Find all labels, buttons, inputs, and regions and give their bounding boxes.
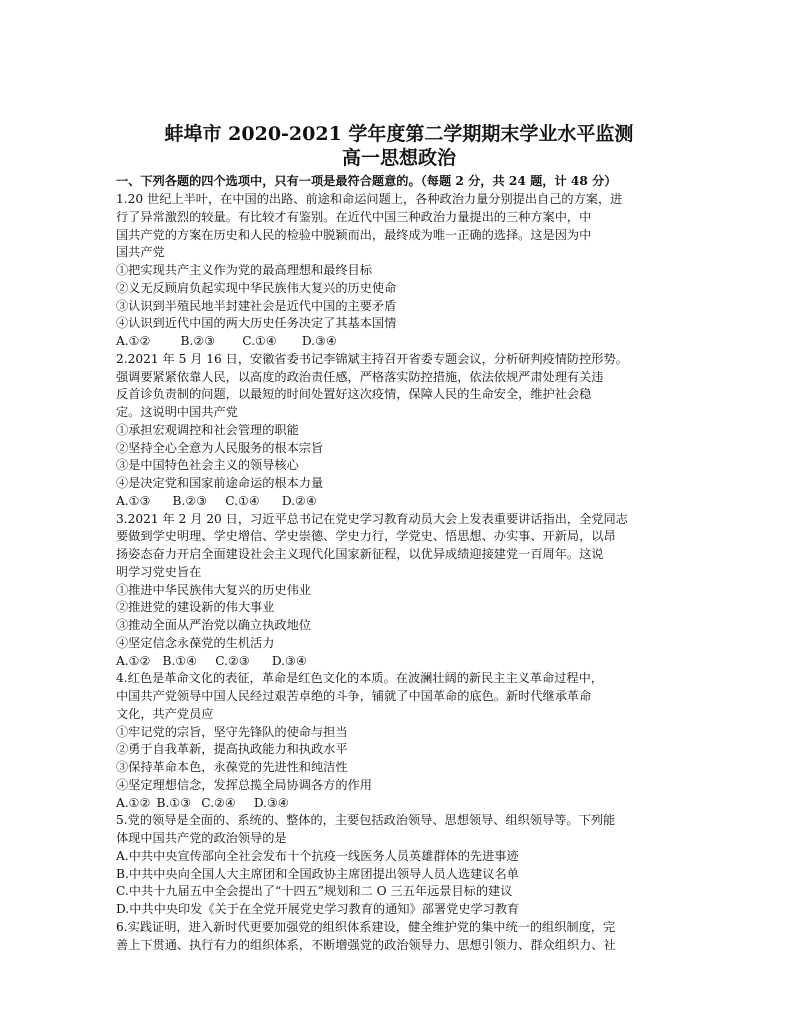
question-text-line: B.中共中央向全国人大主席团和全国政协主席团提出领导人员人选建议名单 [116,866,519,881]
question-text-line: 反首诊负责制的问题，以最短的时间处置好这次疫情，保障人民的生命安全，维护社会稳 [116,387,592,402]
question-text-line: ②坚持全心全意为人民服务的根本宗旨 [116,440,324,455]
answer-option: A.①② [116,653,151,668]
answer-options [116,653,682,671]
question-text-line: ③保持革命本色，永葆党的先进性和纯洁性 [116,760,348,774]
question-text-line: 扬姿态奋力开启全面建设社会主义现代化国家新征程，以优异成绩迎接建党一百周年。这说 [116,547,604,561]
question-6 [116,919,682,955]
answer-options [116,333,682,351]
question-text-line: 善上下贯通、执行有力的组织体系，不断增强党的政治领导力、思想引领力、群众组织力、社 [116,937,616,952]
question-text-line: 要做到学史明理、学史增信、学史崇德、学史力行，学党史、悟思想、办实事、开新局，以昂 [116,529,616,544]
answer-option: C.①④ [242,334,277,348]
question-text-line: 行了异常激烈的较量。有比较才有鉴别。在近代中国三种政治力量提出的三种方案中，中 [116,209,592,224]
question-text-line: 国共产党的方案在历史和人民的检验中脱颖而出，最终成为唯一正确的选择。这是因为中 [116,227,592,242]
answer-option: B.①④ [162,653,198,668]
question-text-line: 4.红色是革命文化的表征，革命是红色文化的本质。在波澜壮阔的新民主主义革命过程中， [116,671,603,686]
question-text-line: 3.2021 年 2 月 20 日，习近平总书记在党史学习教育动员大会上发表重要讲话指出，全党同志 [116,511,628,526]
question-text-line: 强调要紧紧依靠人民，以高度的政治责任感，严格落实防控措施，依法依规严肃处理有关违 [116,369,604,384]
question-text-line: ①承担宏观调控和社会管理的职能 [116,422,299,437]
question-text-line: 体现中国共产党的政治领导的是 [116,831,287,845]
question-text-line: 6.实践证明，进入新时代更要加强党的组织体系建设，健全维护党的集中统一的组织制度，完 [116,919,616,934]
exam-subtitle: 高一思想政治 [341,147,456,169]
question-text-line: 1.20 世纪上半叶，在中国的出路、前途和命运问题上，各种政治力量分别提出自己的方案，进 [116,192,623,206]
answer-options [116,493,682,511]
question-text-line: ①牢记党的宗旨，坚守先锋队的使命与担当 [116,724,348,739]
question-text-line: 文化，共产党员应 [116,706,214,721]
question-text-line: 国共产党 [116,245,165,260]
exam-page [116,122,682,954]
question-text-line: D.中共中央印发《关于在全党开展党史学习教育的通知》部署党史学习教育 [116,902,520,916]
question-5 [116,812,682,919]
question-text-line: 2.2021 年 5 月 16 日，安徽省委书记李锦斌主持召开省委专题会议，分析研判疫情防控形势。 [116,351,628,366]
answer-option: C.②③ [215,653,250,668]
question-text-line: ④是决定党和国家前途命运的根本力量 [116,476,324,490]
answer-option: D.③④ [301,334,337,348]
question-text-line: 5.党的领导是全面的、系统的、整体的，主要包括政治领导、思想领导、组织领导等。下列能 [116,813,616,828]
question-text-line: ③是中国特色社会主义的领导核心 [116,458,299,473]
question-1 [116,191,682,351]
answer-option: D.③④ [253,795,289,810]
answer-option: A.①② [116,334,151,348]
answer-option: A.①③ [116,493,151,508]
answer-option: B.①③ [156,795,192,810]
question-text-line: C.中共十九届五中全会提出了“十四五”规划和二 O 三五年远景目标的建议 [116,884,513,899]
question-4 [116,670,682,812]
question-text-line: 定。这说明中国共产党 [116,405,238,419]
question-text-line: ②义无反顾肩负起实现中华民族伟大复兴的历史使命 [116,280,397,295]
question-3 [116,511,682,671]
answer-option: C.①④ [225,493,260,508]
answer-option: B.②③ [172,493,208,508]
answer-option: D.③④ [271,653,307,668]
question-text-line: ③推动全面从严治党以确立执政地位 [116,618,311,632]
question-text-line: ④坚定信念永葆党的生机活力 [116,635,275,650]
answer-option: B.②③ [180,334,216,348]
question-text-line: ①把实现共产主义作为党的最高理想和最终目标 [116,263,372,277]
exam-title: 蚌埠市 2020-2021 学年度第二学期期末学业水平监测 [164,123,634,145]
question-text-line: ④认识到近代中国的两大历史任务决定了其基本国情 [116,316,397,331]
answer-option: C.②④ [201,795,236,810]
question-text-line: ①推进中华民族伟大复兴的历史伟业 [116,582,311,597]
answer-option: A.①② [116,795,151,810]
question-text-line: 明学习党史旨在 [116,564,202,579]
answer-option: D.②④ [281,493,317,508]
question-text-line: ④坚定理想信念，发挥总揽全局协调各方的作用 [116,777,372,792]
question-text-line: ②勇于自我革新，提高执政能力和执政水平 [116,742,348,757]
answer-options [116,795,682,813]
question-text-line: ②推进党的建设新的伟大事业 [116,600,275,615]
question-text-line: ③认识到半殖民地半封建社会是近代中国的主要矛盾 [116,298,397,313]
question-2 [116,351,682,511]
question-list [116,191,682,954]
section-heading: 一、下列各题的四个选项中，只有一项是最符合题意的。（每题 2 分，共 24 题，计 48 分） [116,174,617,188]
question-text-line: 中国共产党领导中国人民经过艰苦卓绝的斗争，铺就了中国革命的底色。新时代继承革命 [116,689,592,703]
question-text-line: A.中共中央宣传部向全社会发布十个抗疫一线医务人员英雄群体的先进事迹 [116,848,519,863]
